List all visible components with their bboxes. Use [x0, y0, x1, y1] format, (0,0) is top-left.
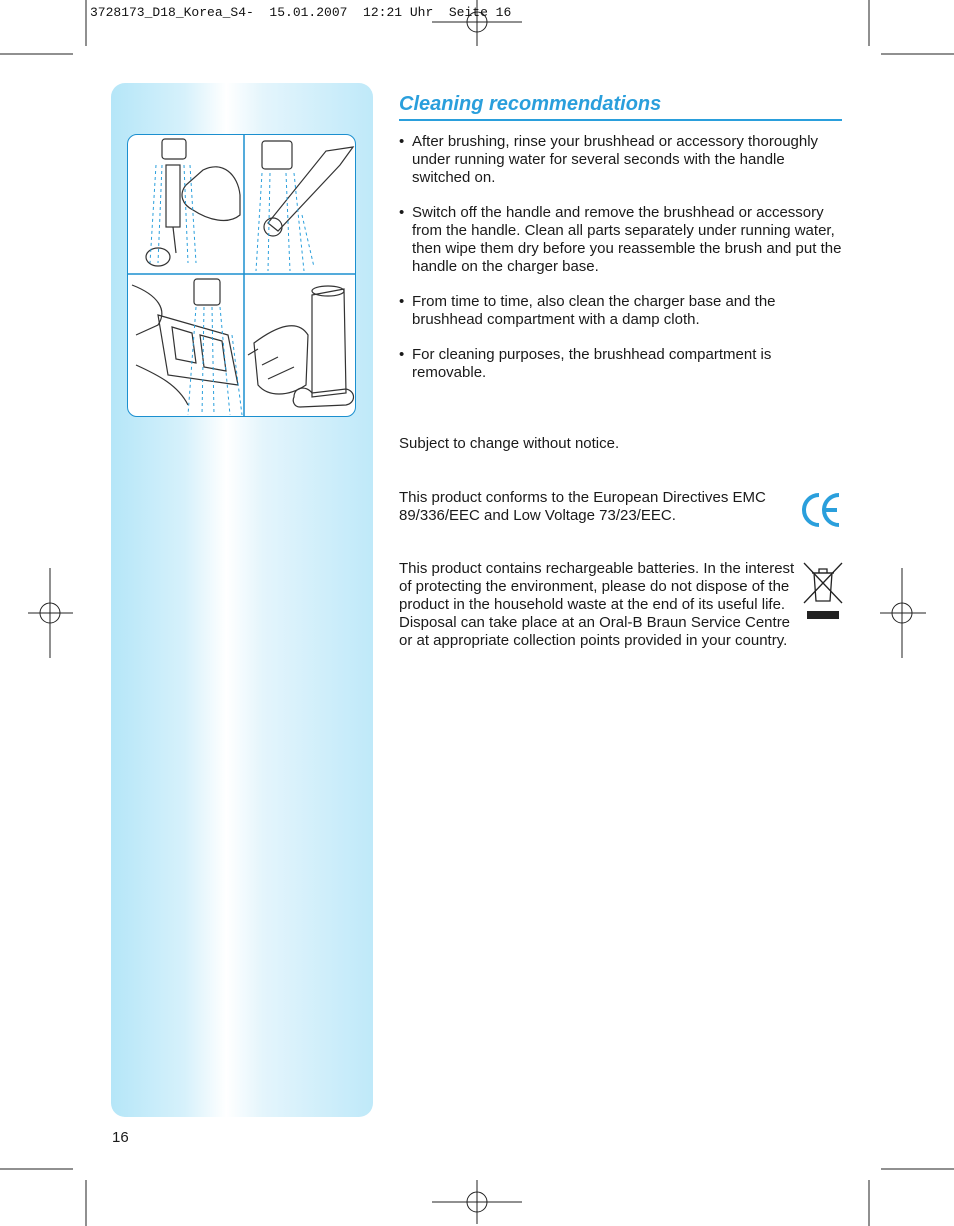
ce-mark-icon [800, 491, 842, 529]
cleaning-steps-list [399, 133, 844, 399]
registration-mark-icon [880, 568, 926, 658]
registration-mark-icon [432, 1180, 522, 1224]
list-item: • Switch off the handle and remove the brushhead or accessory from the handle. Clean all parts separately under running water, then wipe them dry before you reassemble the brush and put the handle on the charger base. [399, 204, 844, 276]
list-item: • From time to time, also clean the charger base and the brushhead compartment with a damp cloth. [399, 293, 844, 329]
battery-disposal-notice: This product contains rechargeable batteries. In the interest of protecting the environment, please do not dispose of the product in the household waste at the end of its useful life. Disposal can take place at an Oral-B Braun Service Centre or at appropriate collection points provided in your country. [399, 560, 795, 649]
registration-mark-icon [28, 568, 73, 658]
list-item: • For cleaning purposes, the brushhead compartment is removable. [399, 346, 844, 382]
title-underline [399, 119, 842, 121]
conformity-statement: This product conforms to the European Directives EMC 89/336/EEC and Low Voltage 73/23/EEC. [399, 489, 766, 524]
rinse-compartment-illustration [132, 279, 238, 405]
print-slug-line: 3728173_D18_Korea_S4- 15.01.2007 12:21 Uhr Seite 16 [90, 5, 512, 20]
crossed-out-bin-icon [802, 561, 844, 621]
remove-brushhead-illustration [262, 141, 353, 236]
section-title: Cleaning recommendations [399, 93, 662, 115]
page-number: 16 [112, 1129, 129, 1146]
list-item: • After brushing, rinse your brushhead or accessory thoroughly under running water for several seconds with the handle switched on. [399, 133, 844, 187]
change-notice: Subject to change without notice. [399, 435, 620, 452]
wipe-charger-illustration [248, 286, 354, 407]
cleaning-illustrations [127, 134, 356, 417]
